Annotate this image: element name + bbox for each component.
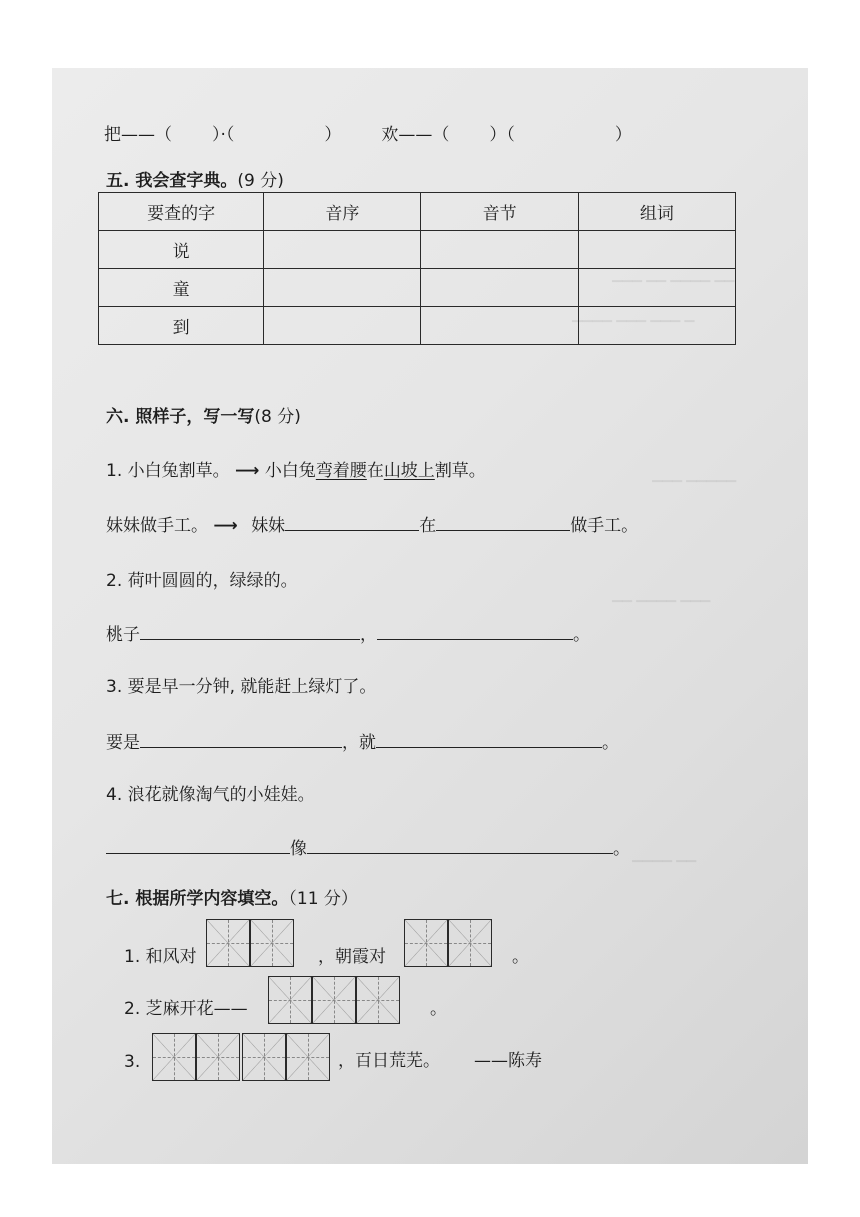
section5-title: 五. 我会查字典。(9 分)	[106, 171, 284, 191]
header-syllable: 音节	[421, 193, 578, 231]
answer-blank[interactable]	[307, 835, 613, 854]
writing-grid-cell[interactable]	[196, 1033, 240, 1081]
answer-blank[interactable]	[140, 729, 342, 748]
header-char: 要查的字	[99, 193, 264, 231]
answer-cell[interactable]	[578, 307, 735, 345]
dictionary-table	[98, 192, 736, 345]
question4: 像 。	[106, 834, 630, 859]
answer-blank[interactable]	[106, 835, 290, 854]
writing-grid-cell[interactable]	[242, 1033, 286, 1081]
arrow-icon: ⟶	[213, 516, 238, 536]
row-char-dao: 到	[99, 307, 264, 345]
answer-blank[interactable]	[285, 512, 419, 531]
question3: 要是 ，就 。	[106, 728, 619, 753]
q7-1-label-b: ，朝霞对	[318, 947, 386, 967]
q7-2-label-a: 2. 芝麻开花——	[124, 999, 248, 1019]
writing-grid-cell[interactable]	[250, 919, 294, 967]
answer-blank[interactable]	[140, 621, 360, 640]
header-initial: 音序	[264, 193, 421, 231]
ba-label: 把——（	[104, 125, 172, 145]
huan-label: 欢——（	[381, 125, 450, 145]
ba-paren-end: ）	[324, 125, 342, 145]
example2: 2. 荷叶圆圆的，绿绿的。	[106, 571, 298, 591]
answer-cell[interactable]	[421, 231, 578, 269]
example1: 1. 小白兔割草。 ⟶ 小白兔弯着腰在山坡上割草。	[106, 461, 486, 481]
answer-cell[interactable]	[421, 269, 578, 307]
answer-blank[interactable]	[377, 621, 573, 640]
answer-cell[interactable]	[264, 269, 421, 307]
writing-grid-cell[interactable]	[206, 919, 250, 967]
answer-cell[interactable]	[264, 231, 421, 269]
answer-blank[interactable]	[376, 729, 602, 748]
answer-blank[interactable]	[436, 512, 570, 531]
q7-3-label-b: ，百日荒芜。	[338, 1051, 440, 1071]
writing-grid-cell[interactable]	[404, 919, 448, 967]
answer-cell[interactable]	[578, 231, 735, 269]
q7-3-label-a: 3.	[124, 1052, 141, 1072]
huan-paren-mid: ）（	[489, 125, 515, 145]
answer-cell[interactable]	[578, 269, 735, 307]
q7-1-label-c: 。	[512, 947, 529, 967]
writing-grid-cell[interactable]	[448, 919, 492, 967]
q7-1-label-a: 1. 和风对	[124, 947, 197, 967]
writing-grid-cell[interactable]	[312, 976, 356, 1024]
question1: 妹妹做手工。 ⟶ 妹妹 在 做手工。	[106, 511, 638, 536]
section7-title: 七. 根据所学内容填空。（11 分）	[106, 889, 358, 909]
q7-3-author: ——陈寿	[474, 1051, 542, 1071]
question2: 桃子 ， 。	[106, 620, 590, 645]
writing-grid-cell[interactable]	[152, 1033, 196, 1081]
huan-paren-end: ）	[614, 125, 632, 145]
exam-paper-photo: ▁▁▁ ▁▁ ▁▁▁▁ ▁▁ ▁▁▁▁ ▁▁▁ ▁▁▁ ▁ ▁▁▁ ▁▁▁▁▁ ▁▁ ▁▁▁▁ ▁▁▁ ▁▁▁▁ ▁▁ 把——（ ）·（ ） 欢——（ ）（ ） 五. 我会查字典。(9 分) 要查的字 音序 音节 组词 说 童 到 六. 照样子，写一写(8 分) 1. 小白兔割草。 ⟶ 小白兔弯着腰在山坡上割草。 妹妹做手工。 ⟶ 妹妹 在 做手工。 2. 荷叶圆圆的，绿绿的。 桃子 ， 。 3. 要是早一分钟, 就能赶上绿灯了。 要是 ，就 。 4. 浪花就像淘气的小娃娃。 像 。 七. 根据所学内容填空。（11 分） 1. 和风对 ，朝霞对 。 2. 芝麻开花—— 。 3. ，百日荒芜。 ——陈寿	[52, 68, 808, 1164]
table-row	[99, 231, 736, 269]
top-fill-line	[104, 120, 632, 145]
arrow-icon: ⟶	[235, 461, 260, 481]
answer-cell[interactable]	[264, 307, 421, 345]
writing-grid-cell[interactable]	[356, 976, 400, 1024]
example4: 4. 浪花就像淘气的小娃娃。	[106, 785, 315, 805]
writing-grid-cell[interactable]	[268, 976, 312, 1024]
row-char-tong: 童	[99, 269, 264, 307]
row-char-shuo: 说	[99, 231, 264, 269]
writing-grid-cell[interactable]	[286, 1033, 330, 1081]
answer-cell[interactable]	[421, 307, 578, 345]
table-row	[99, 269, 736, 307]
q7-2-label-b: 。	[430, 999, 447, 1019]
section6-title: 六. 照样子，写一写(8 分)	[106, 407, 301, 427]
example3: 3. 要是早一分钟, 就能赶上绿灯了。	[106, 677, 377, 697]
table-header-row	[99, 193, 736, 231]
header-word: 组词	[578, 193, 735, 231]
ba-paren-mid: ）·（	[212, 125, 235, 145]
table-row	[99, 307, 736, 345]
